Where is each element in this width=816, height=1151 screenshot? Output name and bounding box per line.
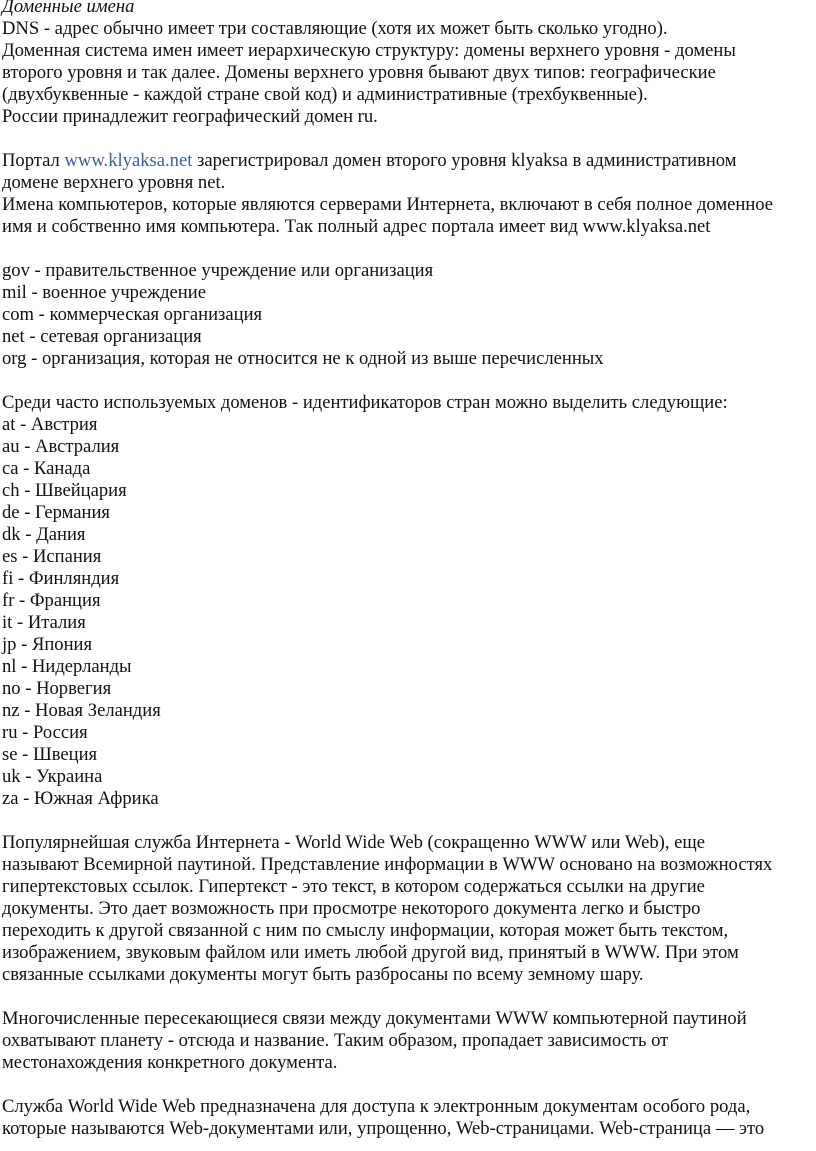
web-paragraph — [2, 1008, 814, 1074]
www-line: документы. Это дает возможность при просмотре некоторого документа легко и быстро — [2, 898, 701, 919]
country-domain-item: fr - Франция — [2, 590, 101, 611]
spacer — [2, 370, 814, 392]
www-paragraph — [2, 832, 814, 986]
admin-domain-item: org - организация, которая не относится не к одной из выше перечисленных — [2, 348, 604, 369]
service-paragraph — [2, 1096, 814, 1140]
spacer — [2, 128, 814, 150]
country-domains-intro: Среди часто используемых доменов - идентификаторов стран можно выделить следующие: — [2, 392, 728, 413]
www-line: связанные ссылками документы могут быть разбросаны по всему земному шару. — [2, 964, 644, 985]
country-domain-item: se - Швеция — [2, 744, 98, 765]
country-domain-item: ca - Канада — [2, 458, 91, 479]
www-line: переходить к другой связанной с ним по смыслу информации, которая может быть текстом, — [2, 920, 729, 941]
www-line: называют Всемирной паутиной. Представление информации в WWW основано на возможностях — [2, 854, 773, 875]
spacer — [2, 1074, 814, 1096]
admin-domain-item: mil - военное учреждение — [2, 282, 206, 303]
intro-line: Доменная система имен имеет иерархическую структуру: домены верхнего уровня - домены — [2, 40, 736, 61]
portal-paragraph — [2, 150, 814, 238]
country-domain-item: es - Испания — [2, 546, 102, 567]
country-domain-item: uk - Украина — [2, 766, 103, 787]
admin-domain-list — [2, 260, 814, 370]
www-line: гипертекстовых ссылок. Гипертекст - это текст, в котором содержаться ссылки на другие — [2, 876, 705, 897]
country-domain-item: de - Германия — [2, 502, 110, 523]
portal-line: Имена компьютеров, которые являются серверами Интернета, включают в себя полное доменное — [2, 194, 774, 215]
portal-prefix: Портал — [2, 150, 65, 171]
country-domain-item: fi - Финляндия — [2, 568, 120, 589]
intro-line: DNS - адрес обычно имеет три составляющие (хотя их может быть сколько угодно). — [2, 18, 668, 39]
country-domain-item: no - Норвегия — [2, 678, 112, 699]
service-line: Служба World Wide Web предназначена для доступа к электронным документам особого рода, — [2, 1096, 751, 1117]
spacer — [2, 986, 814, 1008]
country-domain-item: ch - Швейцария — [2, 480, 127, 501]
web-line: Многочисленные пересекающиеся связи между документами WWW компьютерной паутиной — [2, 1008, 747, 1029]
intro-line: (двухбуквенные - каждой стране свой код) и административные (трехбуквенные). — [2, 84, 648, 105]
portal-line: домене верхнего уровня net. — [2, 172, 226, 193]
portal-line: имя и собственно имя компьютера. Так полный адрес портала имеет вид www.klyaksa.net — [2, 216, 711, 237]
country-domain-item: au - Австралия — [2, 436, 120, 457]
spacer — [2, 810, 814, 832]
country-domain-item: dk - Дания — [2, 524, 86, 545]
country-domain-item: nz - Новая Зеландия — [2, 700, 161, 721]
web-line: охватывают планету - отсюда и название. Таким образом, пропадает зависимость от — [2, 1030, 669, 1051]
admin-domain-item: net - сетевая организация — [2, 326, 202, 347]
www-line: Популярнейшая служба Интернета - World Wide Web (сокращенно WWW или Web), еще — [2, 832, 705, 853]
country-domain-list — [2, 414, 814, 810]
country-domain-item: nl - Нидерланды — [2, 656, 132, 677]
country-domain-item: ru - Россия — [2, 722, 88, 743]
spacer — [2, 238, 814, 260]
admin-domain-item: gov - правительственное учреждение или организация — [2, 260, 434, 281]
service-line: которые называются Web-документами или, упрощенно, Web-страницами. Web-страница — это — [2, 1118, 765, 1139]
intro-paragraph — [2, 18, 814, 128]
www-line: изображением, звуковым файлом или иметь любой другой вид, принятый в WWW. При этом — [2, 942, 739, 963]
country-domain-item: it - Италия — [2, 612, 86, 633]
intro-line: второго уровня и так далее. Домены верхнего уровня бывают двух типов: географические — [2, 62, 716, 83]
page-title: Доменные имена — [2, 0, 135, 17]
country-domain-item: jp - Япония — [2, 634, 93, 655]
country-domain-item: at - Австрия — [2, 414, 98, 435]
portal-suffix: зарегистрировал домен второго уровня klyaksa в административном — [192, 150, 737, 171]
intro-line: России принадлежит географический домен ru. — [2, 106, 378, 127]
portal-link[interactable]: www.klyaksa.net — [64, 150, 193, 171]
portal-first-line — [2, 150, 814, 172]
country-domain-item: za - Южная Африка — [2, 788, 159, 809]
admin-domain-item: com - коммерческая организация — [2, 304, 263, 325]
web-line: местонахождения конкретного документа. — [2, 1052, 338, 1073]
